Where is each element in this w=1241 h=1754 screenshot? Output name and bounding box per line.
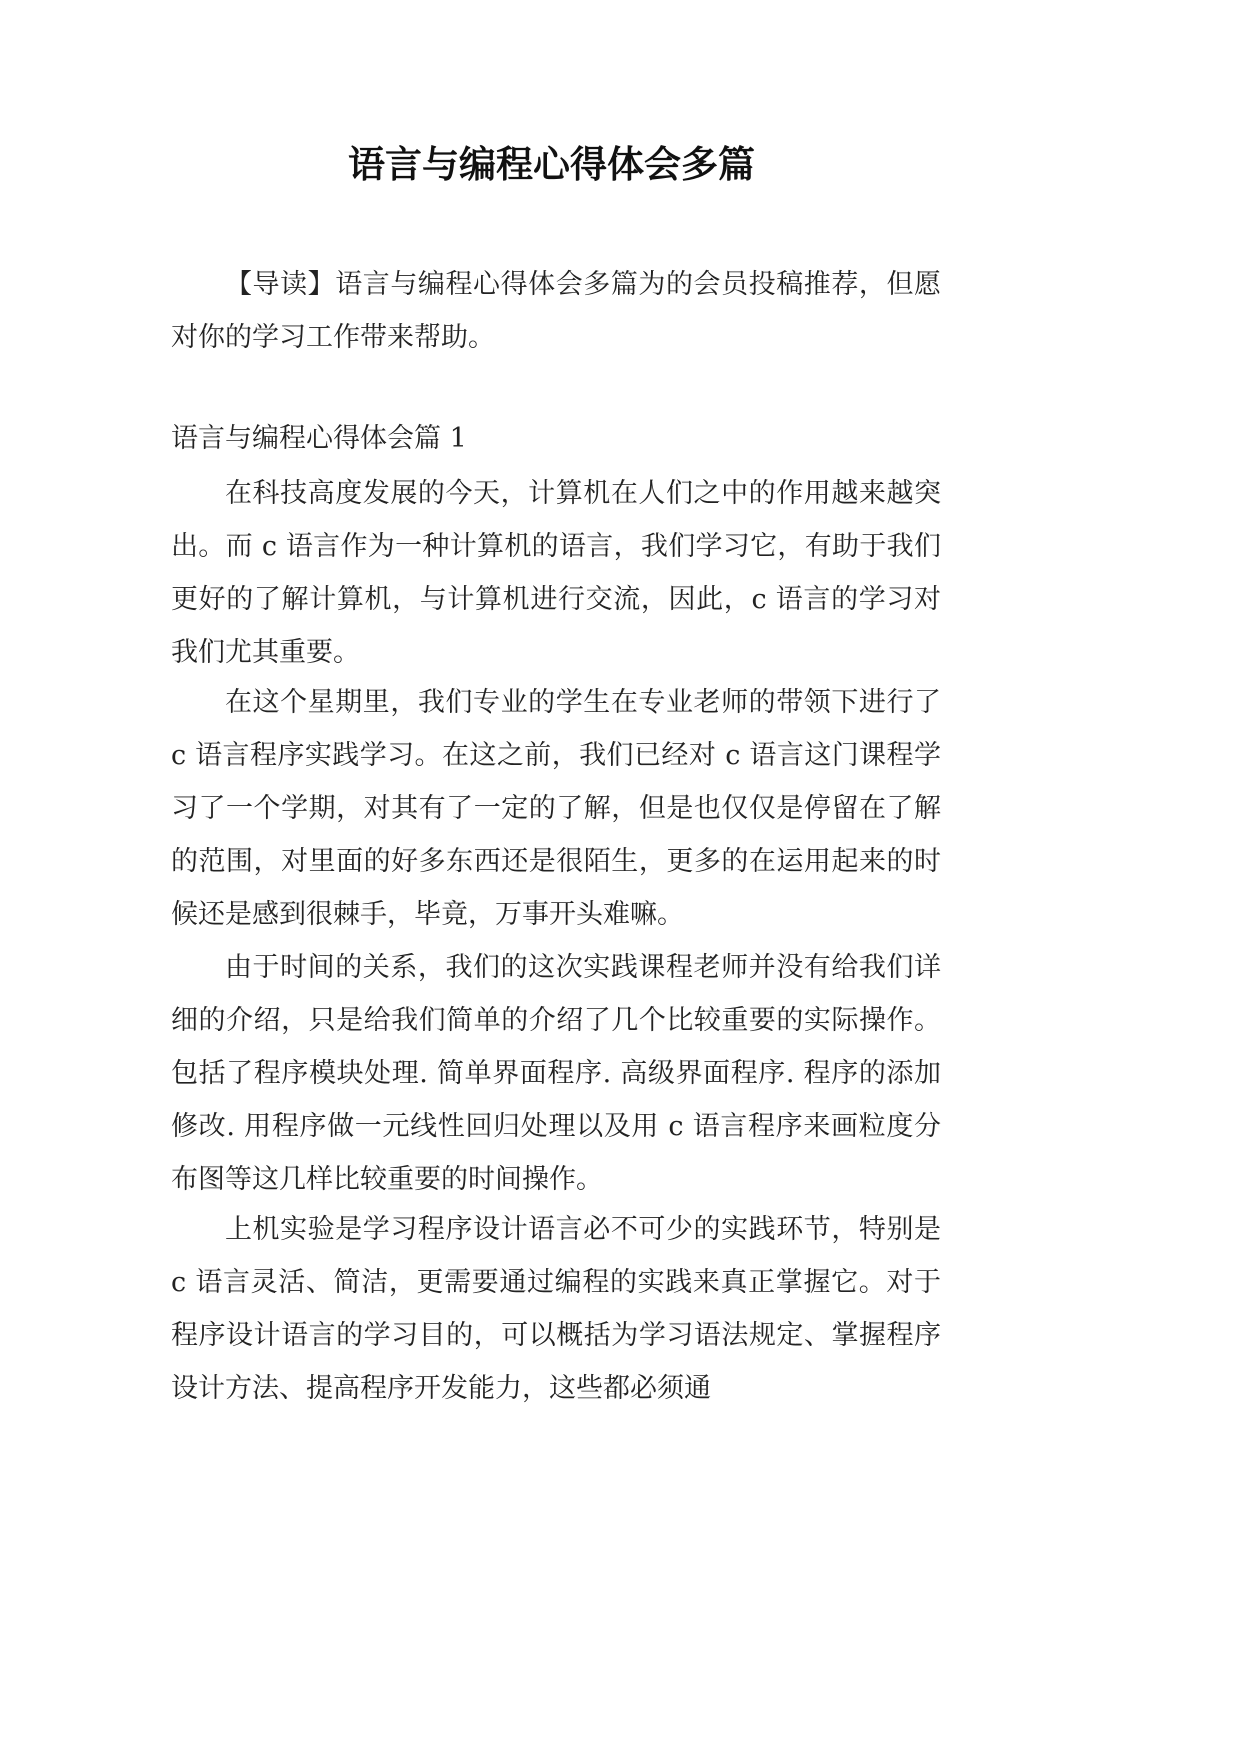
body-paragraph: 由于时间的关系，我们的这次实践课程老师并没有给我们详细的介绍，只是给我们简单的介绍了几个比较重要的实际操作。包括了程序模块处理. 简单界面程序. 高级界面程序. 程序的添加修改. 用程序做一元线性回归处理以及用 c 语言程序来画粒度分布图等这几样比较重要的时间操作。 (171, 952, 941, 1195)
document-title: 语言与编程心得体会多篇 (348, 142, 755, 186)
section-heading: 语言与编程心得体会篇 1 (171, 423, 467, 454)
intro-paragraph: 【导读】语言与编程心得体会多篇为的会员投稿推荐，但愿对你的学习工作带来帮助。 (171, 269, 941, 353)
body-paragraph: 在这个星期里，我们专业的学生在专业老师的带领下进行了 c 语言程序实践学习。在这之前，我们已经对 c 语言这门课程学习了一个学期，对其有了一定的了解，但是也仅仅是停留在了解的范围，对里面的好多东西还是很陌生，更多的在运用起来的时候还是感到很棘手，毕竟，万事开头难嘛。 (171, 687, 941, 930)
body-paragraph: 在科技高度发展的今天，计算机在人们之中的作用越来越突出。而 c 语言作为一种计算机的语言，我们学习它，有助于我们更好的了解计算机，与计算机进行交流，因此，c 语言的学习对我们尤其重要。 (171, 478, 941, 668)
body-paragraph: 上机实验是学习程序设计语言必不可少的实践环节，特别是 c 语言灵活、简洁，更需要通过编程的实践来真正掌握它。对于程序设计语言的学习目的，可以概括为学习语法规定、掌握程序设计方法、提高程序开发能力，这些都必须通 (171, 1214, 941, 1404)
